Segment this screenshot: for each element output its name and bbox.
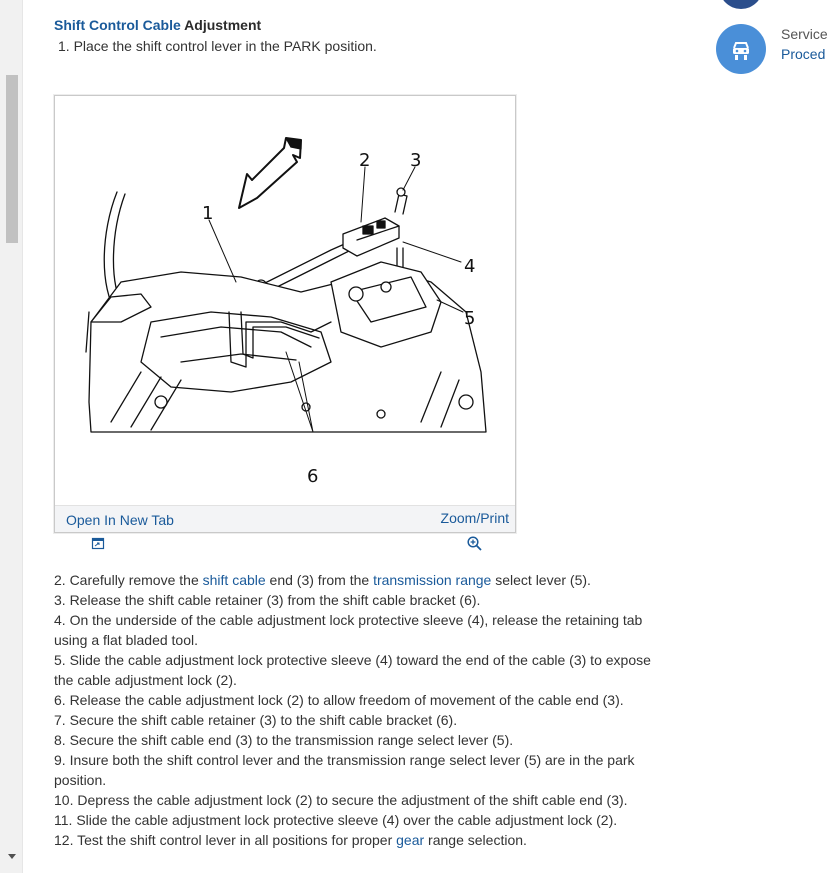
- gear-link[interactable]: gear: [396, 832, 425, 848]
- scroll-down-arrow-icon[interactable]: [8, 854, 16, 859]
- page-title: [54, 17, 261, 33]
- shift-cable-link[interactable]: shift cable: [202, 572, 266, 588]
- step-12: [54, 830, 669, 850]
- figure-footer: [55, 505, 515, 532]
- step-9: 9. Insure both the shift control lever and the transmission range select lever (5) are in the park position.: [54, 752, 635, 788]
- zoom-print-button[interactable]: [441, 510, 509, 526]
- open-in-new-tab-button[interactable]: [66, 512, 174, 528]
- callout-4: 4: [464, 256, 476, 277]
- step-5: 5. Slide the cable adjustment lock protective sleeve (4) toward the end of the cable (3) to expose the cable adjustment lock (2).: [54, 652, 651, 688]
- callout-6: 6: [307, 466, 319, 487]
- callout-5: 5: [464, 308, 476, 329]
- illustration-figure: [54, 95, 516, 533]
- service-title: Service: [781, 26, 828, 42]
- car-lift-icon: [728, 36, 754, 62]
- step-12-text-a: 12. Test the shift control lever in all positions for proper: [54, 832, 397, 848]
- procedure-steps: [54, 570, 669, 850]
- title-suffix: Adjustment: [180, 17, 262, 33]
- step-3: 3. Release the shift cable retainer (3) from the shift cable bracket (6).: [54, 592, 481, 608]
- step-11: 11. Slide the cable adjustment lock protective sleeve (4) over the cable adjustment lock (2).: [54, 812, 618, 828]
- transmission-range-link[interactable]: transmission range: [373, 572, 492, 588]
- step-1: 1. Place the shift control lever in the PARK position.: [58, 38, 377, 54]
- scrollbar-thumb[interactable]: [6, 75, 18, 243]
- callout-2: 2: [359, 150, 371, 171]
- step-4: 4. On the underside of the cable adjustment lock protective sleeve (4), release the retaining tab using a flat bladed tool.: [54, 612, 643, 648]
- step-12-text-b: range selection.: [424, 832, 527, 848]
- step-10: 10. Depress the cable adjustment lock (2) to secure the adjustment of the shift cable end (3).: [54, 792, 628, 808]
- step-6: 6. Release the cable adjustment lock (2) to allow freedom of movement of the cable end (3).: [54, 692, 624, 708]
- service-procedures-button[interactable]: [716, 24, 766, 74]
- step-2-text-c: select lever (5).: [491, 572, 591, 588]
- open-in-new-tab-icon: [92, 538, 104, 549]
- zoom-print-label: Zoom/Print: [440, 510, 509, 526]
- shift-control-cable-link[interactable]: Shift Control Cable: [54, 17, 181, 33]
- step-7: 7. Secure the shift cable retainer (3) to the shift cable bracket (6).: [54, 712, 458, 728]
- open-in-new-tab-label: Open In New Tab: [66, 512, 174, 528]
- top-nav-circle-icon[interactable]: [719, 0, 763, 9]
- step-2-text-b: end (3) from the: [265, 572, 374, 588]
- callout-3: 3: [410, 150, 422, 171]
- callout-1: 1: [202, 203, 214, 224]
- step-2: [54, 570, 669, 590]
- procedures-link[interactable]: Proced: [781, 46, 826, 62]
- vertical-scrollbar[interactable]: [0, 0, 23, 873]
- step-8: 8. Secure the shift cable end (3) to the transmission range select lever (5).: [54, 732, 514, 748]
- step-2-text-a: 2. Carefully remove the: [54, 572, 203, 588]
- shift-cable-illustration[interactable]: [81, 122, 493, 487]
- zoom-in-icon: [467, 536, 482, 551]
